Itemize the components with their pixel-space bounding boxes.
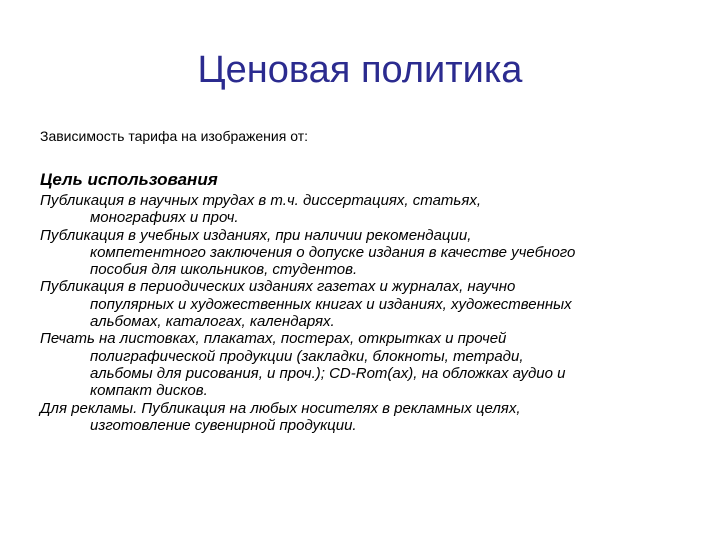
usage-line: пособия для школьников, студентов. [90,261,358,279]
usage-line: изготовление сувенирной продукции. [90,416,357,434]
section-heading: Цель использования [40,170,218,189]
usage-list [40,192,704,434]
usage-item-advertising [40,400,704,435]
intro-text: Зависимость тарифа на изображения от: [40,128,308,144]
usage-line: Для рекламы. Публикация на любых носителях в рекламных целях, [40,399,521,417]
usage-line: Печать на листовках, плакатах, постерах, открытках и прочей [40,330,507,348]
usage-item-scientific [40,192,704,227]
usage-line: популярных и художественных книгах и изданиях, художественных [90,295,572,313]
usage-line: полиграфической продукции (закладки, блокноты, тетради, [90,347,524,365]
usage-line: компакт дисков. [90,382,208,400]
usage-item-periodicals [40,278,704,330]
usage-line: Публикация в научных трудах в т.ч. диссертациях, статьях, [40,192,481,209]
usage-line: альбомах, каталогах, календарях. [90,313,335,331]
usage-line: альбомы для рисования, и проч.); CD-Rom(ax), на обложках аудио и [90,364,566,382]
usage-line: компетентного заключения о допуске издания в качестве учебного [90,243,576,261]
usage-line: монографиях и проч. [90,209,239,227]
usage-line: Публикация в периодических изданиях газетах и журналах, научно [40,278,516,296]
usage-item-printing [40,330,704,399]
slide-title: Ценовая политика [197,49,523,91]
usage-line: Публикация в учебных изданиях, при наличии рекомендации, [40,226,472,244]
usage-item-educational [40,227,704,279]
